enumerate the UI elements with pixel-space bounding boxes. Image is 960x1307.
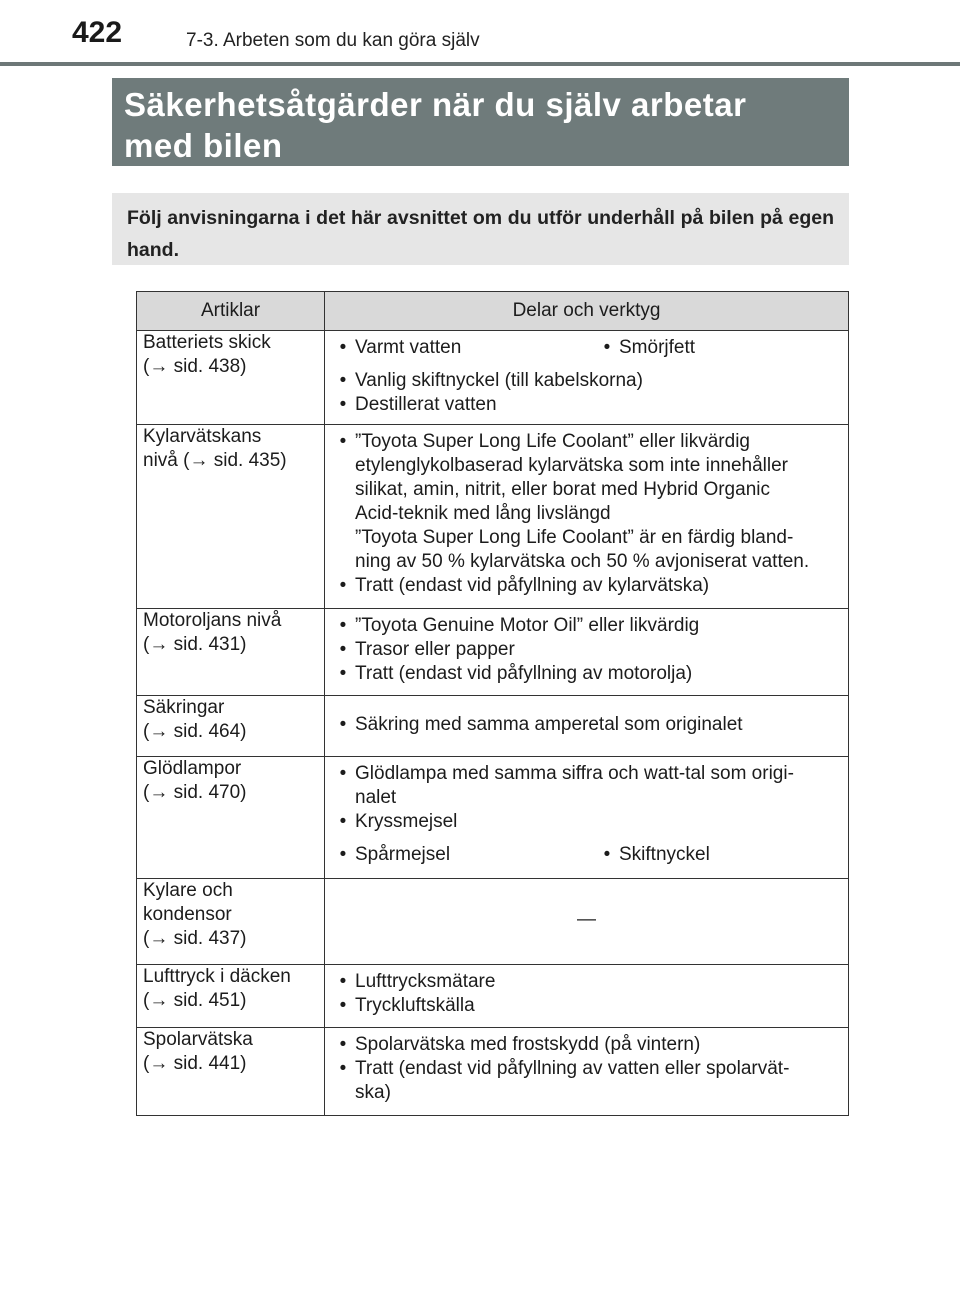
bullet-icon: • — [339, 995, 347, 1016]
bullet-icon: • — [339, 370, 347, 391]
bullet-icon: • — [339, 763, 347, 784]
title-line-1: Säkerhetsåtgärder när du själv arbetar — [124, 86, 747, 123]
bullet-icon: • — [339, 394, 347, 415]
bullet-icon: • — [339, 971, 347, 992]
bullet-icon: • — [339, 844, 347, 865]
page-number: 422 — [72, 16, 123, 49]
bullet-icon: • — [339, 337, 347, 358]
bullet-icon: • — [339, 1034, 347, 1055]
table-row — [137, 696, 849, 757]
tools-cell: • ”Toyota Genuine Motor Oil” eller likvärdig • Trasor eller papper • Tratt (endast vid påfyllning av motorolja) — [325, 609, 849, 696]
item-cell: Motoroljans nivå (→ sid. 431) — [137, 609, 325, 696]
bullet-icon: • — [603, 337, 611, 358]
item-cell: Säkringar (→ sid. 464) — [137, 696, 325, 757]
item-cell: Kylare och kondensor (→ sid. 437) — [137, 879, 325, 965]
tools-cell: • Varmt vatten • Smörjfett • Vanlig skiftnyckel (till kabelskorna) • Destillerat vatten — [325, 331, 849, 425]
item-cell: Glödlampor (→ sid. 470) — [137, 757, 325, 879]
tools-cell: • Säkring med samma amperetal som originalet — [325, 696, 849, 757]
bullet-icon: • — [339, 615, 347, 636]
tools-cell: • Lufttrycksmätare • Tryckluftskälla — [325, 965, 849, 1028]
table-row — [137, 1028, 849, 1116]
header-rule — [0, 62, 960, 66]
table-row — [137, 879, 849, 965]
table-row — [137, 757, 849, 879]
table-header-row — [137, 292, 849, 331]
table-row — [137, 331, 849, 425]
bullet-icon: • — [339, 663, 347, 684]
tools-cell: • Glödlampa med samma siffra och watt-tal som origi- nalet • Kryssmejsel • Spårmejsel • Skiftnyckel — [325, 757, 849, 879]
tools-cell: • Spolarvätska med frostskydd (på vintern) • Tratt (endast vid påfyllning av vatten eller spolarvät- ska) — [325, 1028, 849, 1116]
bullet-icon: • — [339, 1058, 347, 1079]
bullet-icon: • — [603, 844, 611, 865]
parts-table — [136, 291, 849, 1116]
header-items: Artiklar — [137, 292, 325, 331]
table-row — [137, 965, 849, 1028]
title-line-2: med bilen — [124, 127, 283, 164]
header-tools: Delar och verktyg — [325, 292, 849, 331]
tools-cell — [325, 879, 849, 965]
item-cell: Spolarvätska (→ sid. 441) — [137, 1028, 325, 1116]
table-row — [137, 609, 849, 696]
intro-box: Följ anvisningarna i det här avsnittet om du utför underhåll på bilen på egen hand. — [112, 193, 849, 265]
bullet-icon: • — [339, 431, 347, 452]
item-cell: Batteriets skick (→ sid. 438) — [137, 331, 325, 425]
item-cell: Kylarvätskans nivå (→ sid. 435) — [137, 425, 325, 609]
title-band — [112, 78, 849, 166]
bullet-icon: • — [339, 811, 347, 832]
bullet-icon: • — [339, 575, 347, 596]
section-heading: 7-3. Arbeten som du kan göra själv — [186, 30, 480, 51]
empty-dash: — — [577, 909, 596, 931]
item-cell: Lufttryck i däcken (→ sid. 451) — [137, 965, 325, 1028]
bullet-icon: • — [339, 639, 347, 660]
table-row — [137, 425, 849, 609]
bullet-icon: • — [339, 714, 347, 735]
tools-cell: • ”Toyota Super Long Life Coolant” eller likvärdig etylenglykolbaserad kylarvätska som inte innehåller silikat, amin, nitrit, eller borat med Hybrid Organic Acid-teknik med lång livslängd ”Toyota Super Long Life Coolant” är en färdig bland- ning av 50 % kylarvätska och 50 % avjoniserat vatten. • Tratt (endast vid påfyllning av kylarvätska) — [325, 425, 849, 609]
